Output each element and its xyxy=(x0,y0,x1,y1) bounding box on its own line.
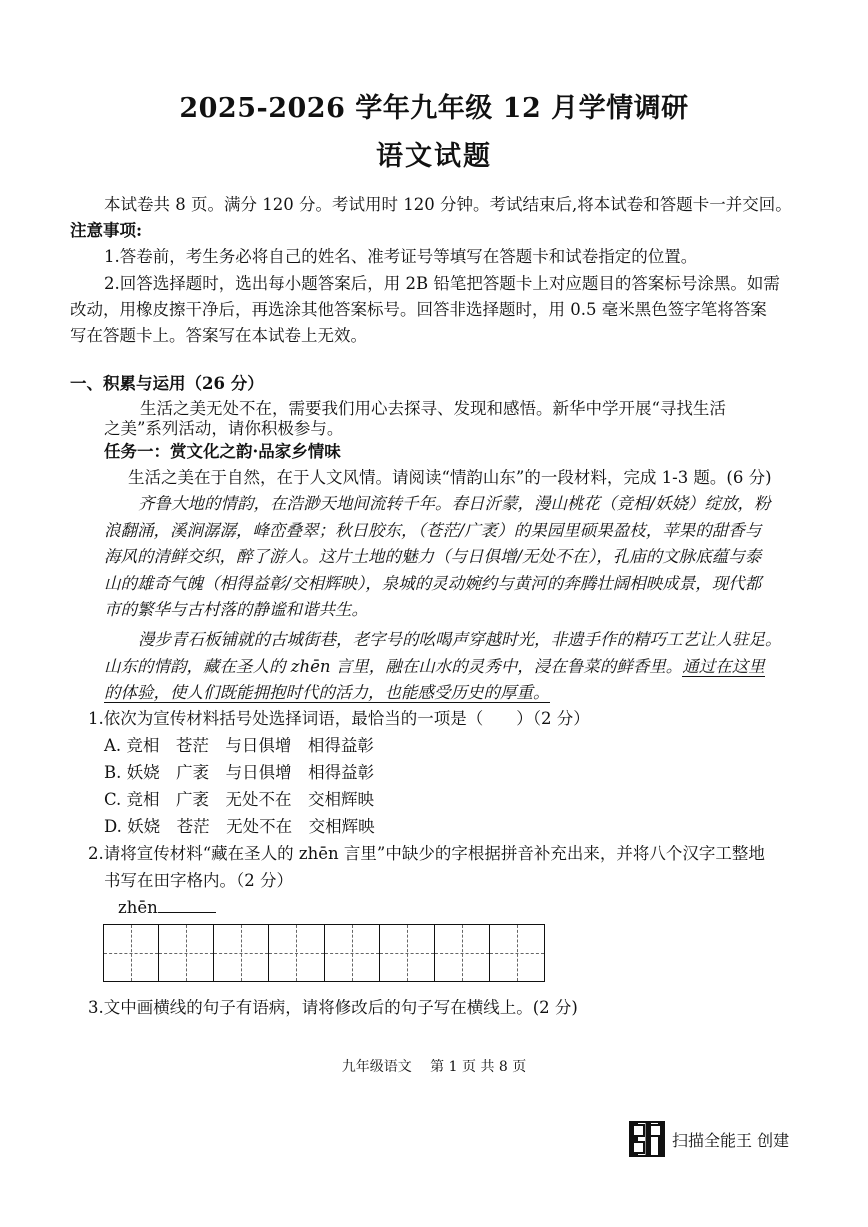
section-intro-line-2: 之美”系列活动，请你积极参与。 xyxy=(104,419,344,438)
exam-title: 2025-2026 学年九年级 12 月学情调研 xyxy=(179,93,689,124)
passage-line: 漫步青石板铺就的古城街巷，老字号的吆喝声穿越时光，非遗手作的精巧工艺让人驻足。 xyxy=(138,630,782,649)
question-2-stem-line-2: 书写在田字格内。（2 分） xyxy=(104,871,293,890)
passage-line: 齐鲁大地的情韵，在浩渺天地间流转千年。春日沂蒙，漫山桃花（竞相/妖娆）绽放，粉 xyxy=(138,494,771,513)
notice-item-2-line-1: 2.回答选择题时，选出每小题答案后，用 2B 铅笔把答题卡上对应题目的答案标号涂黑。如需 xyxy=(104,274,780,293)
passage-line: 浪翻涌，溪涧潺潺，峰峦叠翠；秋日胶东，（苍茫/广袤）的果园里硕果盈枝，苹果的甜香与 xyxy=(104,521,762,540)
grid-cell[interactable] xyxy=(214,925,269,981)
passage-line: 海风的清鲜交织，醉了游人。这片土地的魅力（与日俱增/无处不在），孔庙的文脉底蕴与泰 xyxy=(104,547,762,566)
notice-heading: 注意事项: xyxy=(70,221,143,240)
grid-cell[interactable] xyxy=(490,925,544,981)
section-intro-line-1: 生活之美无处不在，需要我们用心去探寻、发现和感悟。新华中学开展“寻找生活 xyxy=(140,399,726,418)
scanner-watermark: 扫描全能王 创建 xyxy=(672,1131,790,1150)
qr-code-icon xyxy=(629,1121,665,1157)
pinyin-label: zhēn xyxy=(118,898,158,917)
tianzi-grid[interactable] xyxy=(103,924,545,982)
grid-cell[interactable] xyxy=(104,925,159,981)
notice-item-2-line-3: 写在答题卡上。答案写在本试卷上无效。 xyxy=(70,326,367,345)
question-1-stem: 1.依次为宣传材料括号处选择词语，最恰当的一项是（ ）（2 分） xyxy=(88,709,590,728)
question-1-option-d: D. 妖娆 苍茫 无处不在 交相辉映 xyxy=(104,817,375,836)
task-heading: 任务一：赏文化之韵·品家乡情味 xyxy=(104,442,341,461)
answer-blank[interactable] xyxy=(158,912,216,913)
grid-cell[interactable] xyxy=(380,925,435,981)
task-intro: 生活之美在于自然，在于人文风情。请阅读“情韵山东”的一段材料，完成 1-3 题。(6 分) xyxy=(128,468,772,487)
question-3-stem: 3.文中画横线的句子有语病，请将修改后的句子写在横线上。(2 分) xyxy=(88,998,578,1017)
grid-cell[interactable] xyxy=(159,925,214,981)
grid-cell[interactable] xyxy=(435,925,490,981)
section-heading: 一、积累与运用（26 分） xyxy=(70,374,264,393)
exam-subject: 语文试题 xyxy=(376,141,492,172)
passage-text: 山东的情韵，藏在圣人的 zhēn 言里，融在山水的灵秀中，浸在鲁菜的鲜香里。 xyxy=(104,657,683,676)
passage-line xyxy=(104,655,765,679)
question-1-option-b: B. 妖娆 广袤 与日俱增 相得益彰 xyxy=(104,763,375,782)
underlined-sentence: 通过在这里 xyxy=(682,657,765,676)
passage-line: 市的繁华与古村落的静谧和谐共生。 xyxy=(104,600,368,619)
question-1-option-c: C. 竞相 广袤 无处不在 交相辉映 xyxy=(104,790,375,809)
notice-item-1: 1.答卷前，考生务必将自己的姓名、准考证号等填写在答题卡和试卷指定的位置。 xyxy=(104,247,698,266)
passage-line xyxy=(104,681,550,705)
page-footer: 九年级语文 第 1 页 共 8 页 xyxy=(341,1059,527,1075)
pinyin-blank xyxy=(118,896,216,920)
question-1-option-a: A. 竞相 苍茫 与日俱增 相得益彰 xyxy=(104,736,374,755)
grid-cell[interactable] xyxy=(325,925,380,981)
underlined-sentence: 的体验，使人们既能拥抱时代的活力，也能感受历史的厚重。 xyxy=(104,683,550,702)
passage-line: 山的雄奇气魄（相得益彰/交相辉映），泉城的灵动婉约与黄河的奔腾壮阔相映成景，现代都 xyxy=(104,574,762,593)
question-2-stem-line-1: 2.请将宣传材料“藏在圣人的 zhēn 言里”中缺少的字根据拼音补充出来，并将八个汉字工整地 xyxy=(88,844,765,863)
notice-item-2-line-2: 改动，用橡皮擦干净后，再选涂其他答案标号。回答非选择题时，用 0.5 毫米黑色签字笔将答案 xyxy=(70,300,767,319)
grid-cell[interactable] xyxy=(269,925,324,981)
exam-intro: 本试卷共 8 页。满分 120 分。考试用时 120 分钟。考试结束后,将本试卷和答题卡一并交回。 xyxy=(104,195,792,214)
